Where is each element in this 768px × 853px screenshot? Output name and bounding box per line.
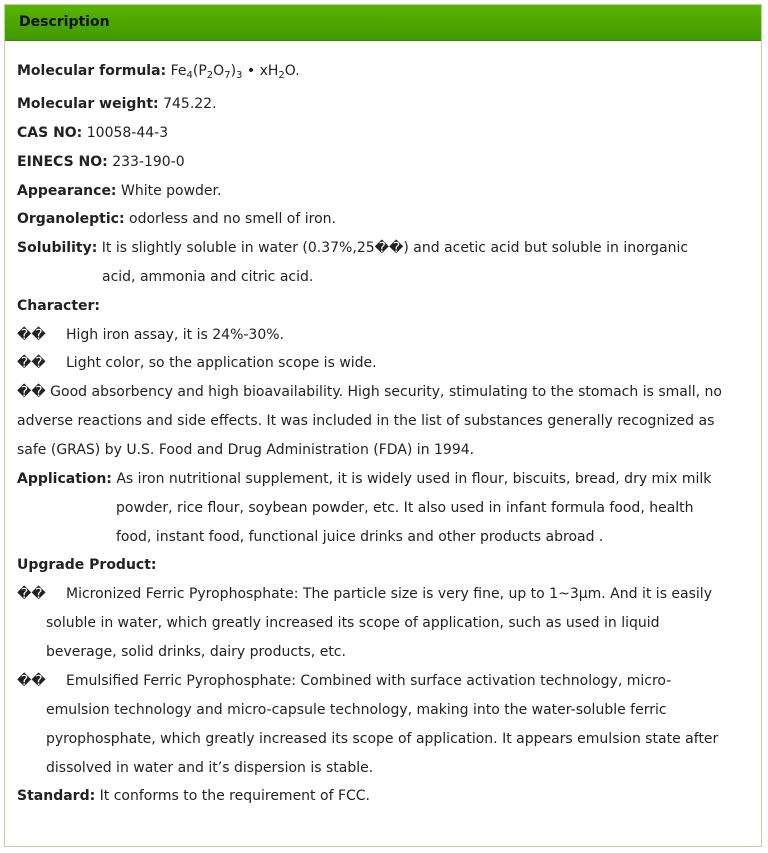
appearance-row	[17, 177, 221, 206]
character-bullet-2	[17, 349, 46, 378]
application-row	[17, 465, 711, 494]
cas-row	[17, 119, 168, 148]
upgrade-item-1	[17, 580, 46, 609]
cas-label: CAS NO:	[17, 125, 83, 141]
application-line2: powder, rice flour, soybean powder, etc. It also used in infant formula food, health	[116, 500, 694, 516]
einecs-label: EINECS NO:	[17, 154, 108, 170]
solubility-row	[17, 234, 688, 263]
description-header	[5, 5, 761, 41]
bullet-mark: ��	[17, 327, 46, 343]
character-bullet-3-line1: Good absorbency and high bioavailability. High security, stimulating to the stomach is small, no	[50, 384, 722, 400]
appearance-value: White powder.	[120, 183, 222, 199]
character-bullet-1	[17, 321, 46, 350]
application-line3: food, instant food, functional juice drinks and other products abroad .	[116, 529, 604, 545]
character-bullet-3-line2: adverse reactions and side effects. It was included in the list of substances generally recognized as	[17, 413, 715, 429]
character-bullet-2-text: Light color, so the application scope is wide.	[66, 355, 377, 371]
character-label: Character:	[17, 298, 101, 314]
bullet-mark: ��	[17, 355, 46, 371]
application-line1: As iron nutritional supplement, it is widely used in flour, biscuits, bread, dry mix milk	[116, 471, 712, 487]
upgrade-item-2	[17, 667, 46, 696]
upgrade-item-1-line1: Micronized Ferric Pyrophosphate: The particle size is very fine, up to 1~3μm. And it is easily	[66, 586, 712, 602]
upgrade-item-2-line3: pyrophosphate, which greatly increased its scope of application. It appears emulsion state after	[46, 731, 719, 747]
solubility-label: Solubility:	[17, 240, 98, 256]
einecs-value: 233-190-0	[112, 154, 185, 170]
character-bullet-3	[17, 378, 722, 407]
upgrade-item-2-line1: Emulsified Ferric Pyrophosphate: Combined with surface activation technology, micro-	[66, 673, 672, 689]
character-bullet-3-line3: safe (GRAS) by U.S. Food and Drug Administration (FDA) in 1994.	[17, 442, 475, 458]
weight-value: 745.22.	[163, 96, 217, 112]
organoleptic-value: odorless and no smell of iron.	[129, 211, 336, 227]
appearance-label: Appearance:	[17, 183, 117, 199]
weight-row	[17, 90, 217, 119]
bullet-mark: ��	[17, 673, 46, 689]
formula-row	[17, 57, 300, 86]
standard-value: It conforms to the requirement of FCC.	[99, 788, 370, 804]
upgrade-item-2-line4: dissolved in water and it’s dispersion is stable.	[46, 760, 374, 776]
standard-label: Standard:	[17, 788, 96, 804]
upgrade-item-1-line2: soluble in water, which greatly increased its scope of application, such as used in liquid	[46, 615, 660, 631]
weight-label: Molecular weight:	[17, 96, 159, 112]
upgrade-item-2-line2: emulsion technology and micro-capsule technology, making into the water-soluble ferric	[46, 702, 667, 718]
standard-row	[17, 782, 370, 811]
bullet-mark: ��	[17, 384, 46, 400]
formula-value: $Fe_4(P_2O_7)_3$ • $xH_2O$.	[170, 63, 300, 81]
character-bullet-1-text: High iron assay, it is 24%-30%.	[66, 327, 284, 343]
bullet-mark: ��	[17, 586, 46, 602]
solubility-line2: acid, ammonia and citric acid.	[102, 269, 314, 285]
solubility-line1: It is slightly soluble in water (0.37%,25��) and acetic acid but soluble in inorganic	[101, 240, 689, 256]
description-panel	[4, 4, 762, 847]
application-label: Application:	[17, 471, 112, 487]
upgrade-item-1-line3: beverage, solid drinks, dairy products, etc.	[46, 644, 346, 660]
upgrade-label: Upgrade Product:	[17, 557, 157, 573]
organoleptic-label: Organoleptic:	[17, 211, 125, 227]
formula-label: Molecular formula:	[17, 63, 167, 79]
header-title: Description	[19, 14, 110, 30]
organoleptic-row	[17, 205, 336, 234]
cas-value: 10058-44-3	[86, 125, 169, 141]
einecs-row	[17, 148, 185, 177]
